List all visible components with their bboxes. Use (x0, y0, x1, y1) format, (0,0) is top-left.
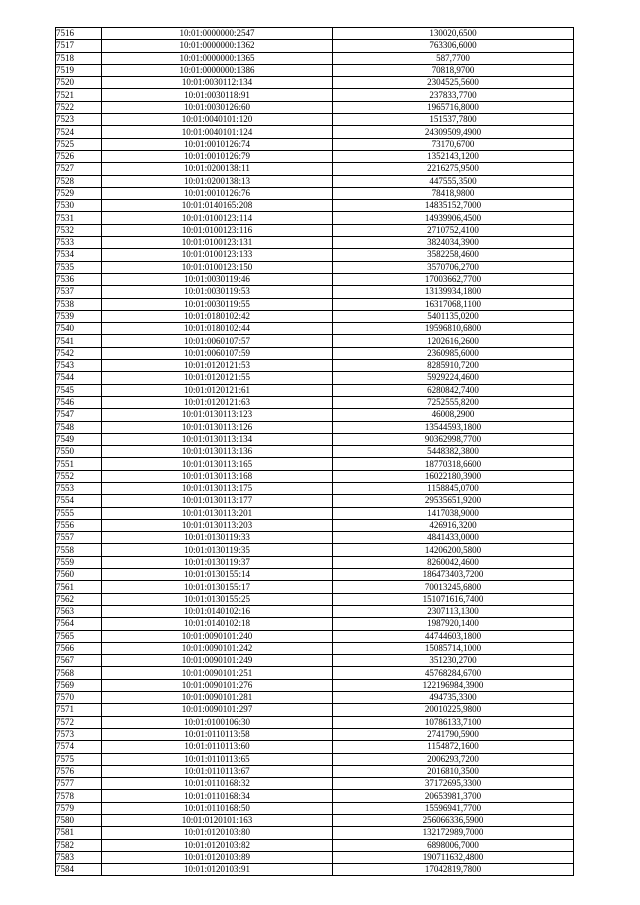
value-cell: 16022180,3900 (333, 470, 574, 482)
cadastral-number-cell: 10:01:0120121:53 (102, 360, 333, 372)
row-number-cell: 7521 (56, 89, 102, 101)
row-number-cell: 7561 (56, 581, 102, 593)
value-cell: 186473403,7200 (333, 569, 574, 581)
value-cell: 14835152,7000 (333, 200, 574, 212)
value-cell: 20010225,9800 (333, 704, 574, 716)
value-cell: 1965716,8000 (333, 101, 574, 113)
value-cell: 18770318,6600 (333, 458, 574, 470)
value-cell: 447555,3500 (333, 175, 574, 187)
value-cell: 45768284,6700 (333, 667, 574, 679)
row-number-cell: 7579 (56, 802, 102, 814)
value-cell: 1417038,9000 (333, 507, 574, 519)
value-cell: 763306,6000 (333, 40, 574, 52)
row-number-cell: 7573 (56, 728, 102, 740)
table-row (56, 716, 574, 728)
value-cell: 15085714,1000 (333, 642, 574, 654)
table-row (56, 64, 574, 76)
value-cell: 17042819,7800 (333, 864, 574, 876)
cadastral-number-cell: 10:01:0010126:79 (102, 150, 333, 162)
table-row (56, 114, 574, 126)
row-number-cell: 7552 (56, 470, 102, 482)
value-cell: 151071616,7400 (333, 593, 574, 605)
cadastral-number-cell: 10:01:0130113:203 (102, 519, 333, 531)
row-number-cell: 7540 (56, 323, 102, 335)
row-number-cell: 7559 (56, 556, 102, 568)
table-row (56, 200, 574, 212)
cadastral-number-cell: 10:01:0130113:126 (102, 421, 333, 433)
cadastral-number-cell: 10:01:0090101:240 (102, 630, 333, 642)
table-row (56, 544, 574, 556)
value-cell: 587,7700 (333, 52, 574, 64)
table-row (56, 470, 574, 482)
value-cell: 10786133,7100 (333, 716, 574, 728)
value-cell: 426916,3200 (333, 519, 574, 531)
value-cell: 20653981,3700 (333, 790, 574, 802)
row-number-cell: 7522 (56, 101, 102, 113)
value-cell: 132172989,7000 (333, 827, 574, 839)
row-number-cell: 7527 (56, 163, 102, 175)
table-row (56, 778, 574, 790)
value-cell: 3824034,3900 (333, 237, 574, 249)
row-number-cell: 7568 (56, 667, 102, 679)
row-number-cell: 7533 (56, 237, 102, 249)
cadastral-number-cell: 10:01:0100123:116 (102, 224, 333, 236)
table-row (56, 433, 574, 445)
table-row (56, 679, 574, 691)
cadastral-number-cell: 10:01:0180102:42 (102, 310, 333, 322)
value-cell: 7252555,8200 (333, 396, 574, 408)
value-cell: 1158845,0700 (333, 482, 574, 494)
row-number-cell: 7539 (56, 310, 102, 322)
row-number-cell: 7524 (56, 126, 102, 138)
value-cell: 1202616,2600 (333, 335, 574, 347)
cadastral-number-cell: 10:01:0130113:165 (102, 458, 333, 470)
row-number-cell: 7574 (56, 741, 102, 753)
cadastral-number-cell: 10:01:0060107:59 (102, 347, 333, 359)
table-row (56, 556, 574, 568)
cadastral-number-cell: 10:01:0110168:32 (102, 778, 333, 790)
cadastral-number-cell: 10:01:0130113:136 (102, 446, 333, 458)
cadastral-number-cell: 10:01:0110168:34 (102, 790, 333, 802)
cadastral-number-cell: 10:01:0110168:50 (102, 802, 333, 814)
row-number-cell: 7584 (56, 864, 102, 876)
cadastral-number-cell: 10:01:0090101:281 (102, 692, 333, 704)
table-row (56, 77, 574, 89)
table-row (56, 175, 574, 187)
cadastral-number-cell: 10:01:0090101:249 (102, 655, 333, 667)
value-cell: 90362998,7700 (333, 433, 574, 445)
cadastral-number-cell: 10:01:0200138:13 (102, 175, 333, 187)
cadastral-number-cell: 10:01:0130113:175 (102, 482, 333, 494)
cadastral-number-cell: 10:01:0000000:2547 (102, 28, 333, 40)
cadastral-number-cell: 10:01:0120101:163 (102, 815, 333, 827)
cadastral-number-cell: 10:01:0120103:80 (102, 827, 333, 839)
cadastral-number-cell: 10:01:0090101:251 (102, 667, 333, 679)
cadastral-number-cell: 10:01:0120103:82 (102, 839, 333, 851)
cadastral-number-cell: 10:01:0100123:133 (102, 249, 333, 261)
table-row (56, 753, 574, 765)
value-cell: 5401135,0200 (333, 310, 574, 322)
value-cell: 130020,6500 (333, 28, 574, 40)
cadastral-number-cell: 10:01:0090101:276 (102, 679, 333, 691)
value-cell: 151537,7800 (333, 114, 574, 126)
cadastral-number-cell: 10:01:0130119:35 (102, 544, 333, 556)
table-row (56, 630, 574, 642)
cadastral-number-cell: 10:01:0130113:134 (102, 433, 333, 445)
table-row (56, 507, 574, 519)
table-row (56, 618, 574, 630)
row-number-cell: 7553 (56, 482, 102, 494)
row-number-cell: 7567 (56, 655, 102, 667)
table-row (56, 458, 574, 470)
cadastral-number-cell: 10:01:0110113:67 (102, 765, 333, 777)
table-row (56, 310, 574, 322)
row-number-cell: 7530 (56, 200, 102, 212)
row-number-cell: 7534 (56, 249, 102, 261)
cadastral-number-cell: 10:01:0030126:60 (102, 101, 333, 113)
table-row (56, 261, 574, 273)
cadastral-number-cell: 10:01:0010126:74 (102, 138, 333, 150)
table-row (56, 384, 574, 396)
table-row (56, 519, 574, 531)
cadastral-number-cell: 10:01:0110113:65 (102, 753, 333, 765)
cadastral-number-cell: 10:01:0030119:53 (102, 286, 333, 298)
row-number-cell: 7563 (56, 605, 102, 617)
row-number-cell: 7531 (56, 212, 102, 224)
table-row (56, 482, 574, 494)
row-number-cell: 7583 (56, 851, 102, 863)
cadastral-number-cell: 10:01:0010126:76 (102, 187, 333, 199)
table-row (56, 360, 574, 372)
cadastral-number-cell: 10:01:0130113:201 (102, 507, 333, 519)
table-row (56, 409, 574, 421)
value-cell: 122196984,3900 (333, 679, 574, 691)
cadastral-number-cell: 10:01:0130119:33 (102, 532, 333, 544)
value-cell: 14939906,4500 (333, 212, 574, 224)
row-number-cell: 7535 (56, 261, 102, 273)
row-number-cell: 7545 (56, 384, 102, 396)
table-row (56, 126, 574, 138)
table-row (56, 741, 574, 753)
row-number-cell: 7557 (56, 532, 102, 544)
value-cell: 2307113,1300 (333, 605, 574, 617)
cadastral-number-cell: 10:01:0110113:58 (102, 728, 333, 740)
value-cell: 8285910,7200 (333, 360, 574, 372)
table-row (56, 655, 574, 667)
table-row (56, 704, 574, 716)
table-row (56, 581, 574, 593)
value-cell: 3582258,4600 (333, 249, 574, 261)
table-row (56, 28, 574, 40)
table-row (56, 827, 574, 839)
row-number-cell: 7582 (56, 839, 102, 851)
row-number-cell: 7560 (56, 569, 102, 581)
table-row (56, 667, 574, 679)
cadastral-number-cell: 10:01:0130155:17 (102, 581, 333, 593)
cadastral-number-cell: 10:01:0130113:123 (102, 409, 333, 421)
value-cell: 37172695,3300 (333, 778, 574, 790)
table-row (56, 839, 574, 851)
value-cell: 1352143,1200 (333, 150, 574, 162)
table-row (56, 101, 574, 113)
value-cell: 494735,3300 (333, 692, 574, 704)
row-number-cell: 7566 (56, 642, 102, 654)
cadastral-number-cell: 10:01:0120103:89 (102, 851, 333, 863)
row-number-cell: 7551 (56, 458, 102, 470)
row-number-cell: 7558 (56, 544, 102, 556)
table-row (56, 802, 574, 814)
table-row (56, 446, 574, 458)
value-cell: 5929224,4600 (333, 372, 574, 384)
table-row (56, 89, 574, 101)
table-row (56, 864, 574, 876)
row-number-cell: 7578 (56, 790, 102, 802)
value-cell: 237833,7700 (333, 89, 574, 101)
value-cell: 4841433,0000 (333, 532, 574, 544)
row-number-cell: 7537 (56, 286, 102, 298)
row-number-cell: 7517 (56, 40, 102, 52)
table-row (56, 323, 574, 335)
value-cell: 5448382,3800 (333, 446, 574, 458)
cadastral-number-cell: 10:01:0090101:242 (102, 642, 333, 654)
row-number-cell: 7554 (56, 495, 102, 507)
table-row (56, 421, 574, 433)
row-number-cell: 7556 (56, 519, 102, 531)
row-number-cell: 7571 (56, 704, 102, 716)
value-cell: 13139934,1800 (333, 286, 574, 298)
table-row (56, 815, 574, 827)
value-cell: 44744603,1800 (333, 630, 574, 642)
table-row (56, 347, 574, 359)
value-cell: 2006293,7200 (333, 753, 574, 765)
value-cell: 256066336,5900 (333, 815, 574, 827)
value-cell: 17003662,7700 (333, 273, 574, 285)
row-number-cell: 7562 (56, 593, 102, 605)
table-row (56, 495, 574, 507)
table-row (56, 298, 574, 310)
value-cell: 73170,6700 (333, 138, 574, 150)
cadastral-number-cell: 10:01:0100123:150 (102, 261, 333, 273)
table-row (56, 52, 574, 64)
table-row (56, 593, 574, 605)
value-cell: 14206200,5800 (333, 544, 574, 556)
row-number-cell: 7580 (56, 815, 102, 827)
table-row (56, 187, 574, 199)
cadastral-number-cell: 10:01:0120121:61 (102, 384, 333, 396)
cadastral-number-cell: 10:01:0130119:37 (102, 556, 333, 568)
cadastral-number-cell: 10:01:0090101:297 (102, 704, 333, 716)
row-number-cell: 7565 (56, 630, 102, 642)
cadastral-number-cell: 10:01:0120121:55 (102, 372, 333, 384)
table-row (56, 273, 574, 285)
table-row (56, 605, 574, 617)
value-cell: 8260042,4600 (333, 556, 574, 568)
table-row (56, 163, 574, 175)
row-number-cell: 7519 (56, 64, 102, 76)
row-number-cell: 7543 (56, 360, 102, 372)
row-number-cell: 7536 (56, 273, 102, 285)
value-cell: 70013245,6800 (333, 581, 574, 593)
row-number-cell: 7572 (56, 716, 102, 728)
table-row (56, 150, 574, 162)
table-row (56, 790, 574, 802)
row-number-cell: 7555 (56, 507, 102, 519)
cadastral-number-cell: 10:01:0030118:91 (102, 89, 333, 101)
cadastral-number-cell: 10:01:0030119:46 (102, 273, 333, 285)
row-number-cell: 7541 (56, 335, 102, 347)
row-number-cell: 7526 (56, 150, 102, 162)
cadastral-number-cell: 10:01:0120121:63 (102, 396, 333, 408)
value-cell: 2216275,9500 (333, 163, 574, 175)
value-cell: 3570706,2700 (333, 261, 574, 273)
row-number-cell: 7532 (56, 224, 102, 236)
row-number-cell: 7575 (56, 753, 102, 765)
table-row (56, 372, 574, 384)
cadastral-number-cell: 10:01:0130113:177 (102, 495, 333, 507)
table-row (56, 212, 574, 224)
cadastral-number-cell: 10:01:0100106:30 (102, 716, 333, 728)
row-number-cell: 7546 (56, 396, 102, 408)
table-row (56, 396, 574, 408)
table-row (56, 138, 574, 150)
cadastral-number-cell: 10:01:0140165:208 (102, 200, 333, 212)
table-row (56, 532, 574, 544)
row-number-cell: 7518 (56, 52, 102, 64)
row-number-cell: 7529 (56, 187, 102, 199)
table-row (56, 692, 574, 704)
row-number-cell: 7528 (56, 175, 102, 187)
row-number-cell: 7520 (56, 77, 102, 89)
row-number-cell: 7542 (56, 347, 102, 359)
cadastral-number-cell: 10:01:0100123:114 (102, 212, 333, 224)
cadastral-number-cell: 10:01:0120103:91 (102, 864, 333, 876)
value-cell: 6898006,7000 (333, 839, 574, 851)
table-row (56, 642, 574, 654)
value-cell: 19596810,6800 (333, 323, 574, 335)
value-cell: 15596941,7700 (333, 802, 574, 814)
value-cell: 13544593,1800 (333, 421, 574, 433)
value-cell: 2304525,5600 (333, 77, 574, 89)
value-cell: 29535651,9200 (333, 495, 574, 507)
table-row (56, 851, 574, 863)
row-number-cell: 7550 (56, 446, 102, 458)
cadastral-number-cell: 10:01:0200138:11 (102, 163, 333, 175)
value-cell: 2741790,5900 (333, 728, 574, 740)
cadastral-number-cell: 10:01:0000000:1365 (102, 52, 333, 64)
row-number-cell: 7576 (56, 765, 102, 777)
table-row (56, 728, 574, 740)
table-row (56, 224, 574, 236)
cadastral-number-cell: 10:01:0040101:120 (102, 114, 333, 126)
cadastral-number-cell: 10:01:0040101:124 (102, 126, 333, 138)
cadastral-number-cell: 10:01:0060107:57 (102, 335, 333, 347)
value-cell: 16317068,1100 (333, 298, 574, 310)
cadastral-number-cell: 10:01:0140102:18 (102, 618, 333, 630)
table-row (56, 286, 574, 298)
table-row (56, 40, 574, 52)
cadastral-number-cell: 10:01:0000000:1386 (102, 64, 333, 76)
table-row (56, 335, 574, 347)
value-cell: 2710752,4100 (333, 224, 574, 236)
value-cell: 78418,9800 (333, 187, 574, 199)
row-number-cell: 7548 (56, 421, 102, 433)
cadastral-number-cell: 10:01:0140102:16 (102, 605, 333, 617)
table-row (56, 237, 574, 249)
cadastral-number-cell: 10:01:0130113:168 (102, 470, 333, 482)
row-number-cell: 7549 (56, 433, 102, 445)
value-cell: 6280842,7400 (333, 384, 574, 396)
cadastral-number-cell: 10:01:0000000:1362 (102, 40, 333, 52)
row-number-cell: 7525 (56, 138, 102, 150)
value-cell: 70818,9700 (333, 64, 574, 76)
row-number-cell: 7581 (56, 827, 102, 839)
value-cell: 351230,2700 (333, 655, 574, 667)
row-number-cell: 7547 (56, 409, 102, 421)
cadastral-value-table (55, 27, 574, 876)
value-cell: 46008,2900 (333, 409, 574, 421)
value-cell: 1987920,1400 (333, 618, 574, 630)
table-row (56, 249, 574, 261)
table-row (56, 569, 574, 581)
table-body (56, 28, 574, 876)
cadastral-number-cell: 10:01:0130155:14 (102, 569, 333, 581)
row-number-cell: 7564 (56, 618, 102, 630)
value-cell: 1154872,1600 (333, 741, 574, 753)
value-cell: 2016810,3500 (333, 765, 574, 777)
table-row (56, 765, 574, 777)
cadastral-number-cell: 10:01:0130155:25 (102, 593, 333, 605)
row-number-cell: 7577 (56, 778, 102, 790)
cadastral-number-cell: 10:01:0180102:44 (102, 323, 333, 335)
row-number-cell: 7570 (56, 692, 102, 704)
cadastral-number-cell: 10:01:0100123:131 (102, 237, 333, 249)
row-number-cell: 7538 (56, 298, 102, 310)
row-number-cell: 7523 (56, 114, 102, 126)
cadastral-number-cell: 10:01:0030112:134 (102, 77, 333, 89)
row-number-cell: 7569 (56, 679, 102, 691)
row-number-cell: 7516 (56, 28, 102, 40)
value-cell: 190711632,4800 (333, 851, 574, 863)
row-number-cell: 7544 (56, 372, 102, 384)
cadastral-number-cell: 10:01:0030119:55 (102, 298, 333, 310)
value-cell: 24309509,4900 (333, 126, 574, 138)
cadastral-number-cell: 10:01:0110113:60 (102, 741, 333, 753)
value-cell: 2360985,6000 (333, 347, 574, 359)
